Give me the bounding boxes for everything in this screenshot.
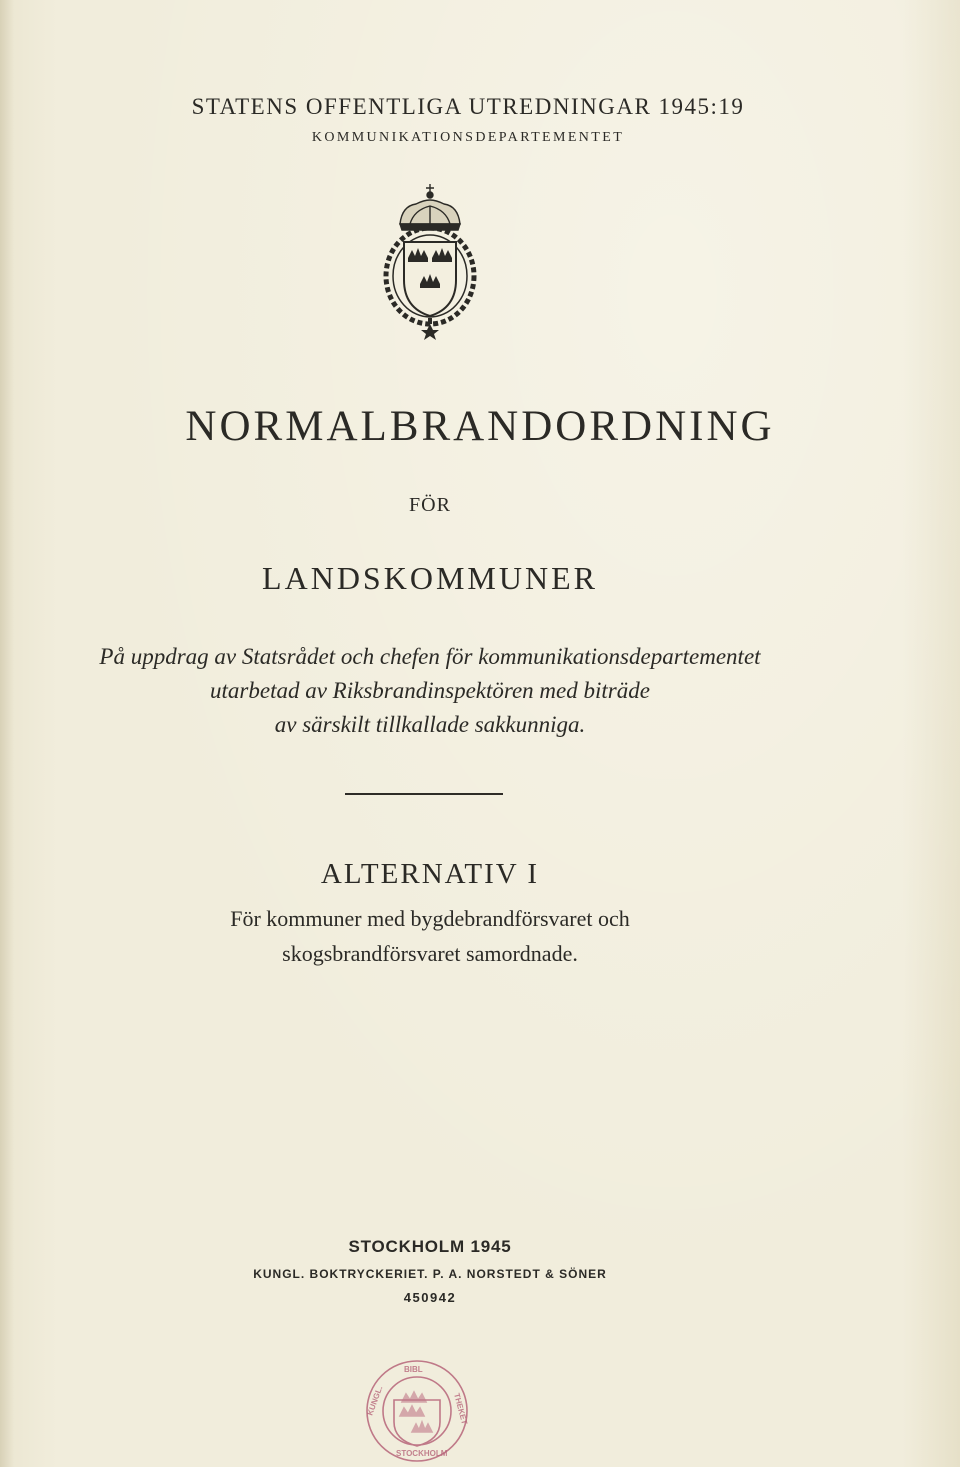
imprint-printer: KUNGL. BOKTRYCKERIET. P. A. NORSTEDT & SÖNER	[253, 1267, 607, 1281]
commission-line-2: utarbetad av Riksbrandinspektören med biträde	[210, 678, 650, 703]
department-name: KOMMUNIKATIONSDEPARTEMENTET	[311, 130, 625, 145]
alternative-line-1: För kommuner med bygdebrandförsvaret och	[230, 906, 630, 931]
svg-text:STOCKHOLM: STOCKHOLM	[396, 1449, 448, 1458]
subject-title: LANDSKOMMUNER	[262, 560, 598, 596]
swedish-three-crowns-emblem-icon	[370, 180, 490, 340]
alternative-line-2: skogsbrandförsvaret samordnade.	[282, 941, 578, 966]
alternative-heading: ALTERNATIV I	[320, 858, 540, 890]
svg-text:BIBL: BIBL	[404, 1365, 423, 1374]
library-stamp-icon	[362, 1356, 472, 1466]
svg-text:THEKET: THEKET	[452, 1392, 470, 1426]
series-title: STATENS OFFENTLIGA UTREDNINGAR 1945:19	[191, 94, 745, 119]
commission-line-1: På uppdrag av Statsrådet och chefen för kommunikationsdepartementet	[99, 644, 761, 669]
commission-line-3: av särskilt tillkallade sakkunniga.	[274, 712, 586, 737]
imprint-number: 450942	[403, 1290, 457, 1305]
main-title: NORMALBRANDORDNING	[185, 403, 775, 450]
imprint-place-year: STOCKHOLM 1945	[348, 1237, 512, 1256]
svg-text:KUNGL.: KUNGL.	[365, 1384, 385, 1417]
title-connector: FÖR	[409, 494, 451, 516]
divider-rule	[345, 793, 503, 795]
